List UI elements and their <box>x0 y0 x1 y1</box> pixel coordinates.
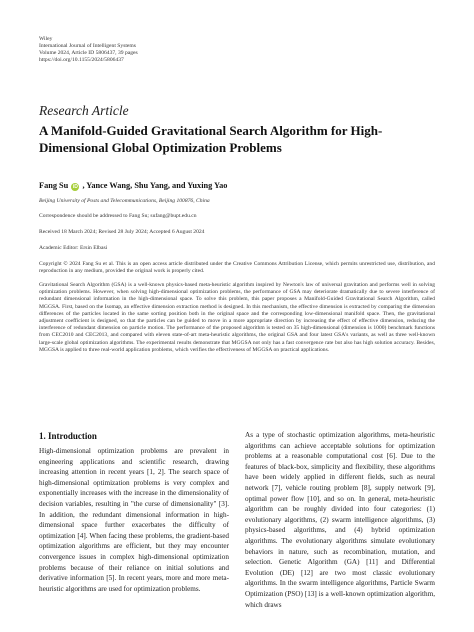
abstract: Gravitational Search Algorithm (GSA) is a well-known physics-based meta-heuristic algorithm inspired by Newton's law of universal gravitation and performs well in solving optimization problems. However, when solving high-dimensional optimization problems, the performance of GSA may deteriorate dramatically due to severe interference of redundant dimensional information in the high-dimensional space. To solve this problem, this paper proposes a Manifold-Guided Gravitational Search Algorithm, called MGGSA. First, based on the Isomap, an effective dimension extraction method is designed. In this mechanism, the effective dimension is extracted by comparing the dimension differences of the particles located in the same sorting position both in the original space and the corresponding low-dimensional manifold space. Then, the gravitational adjustment coefficient is designed, so that the particles can be guided to move in a more appropriate direction by increasing the effect of effective dimension, reducing the interference of redundant dimension on particle motion. The performance of the proposed algorithm is tested on 35 high-dimensional (dimension is 1000) benchmark functions from CEC2010 and CEC2013, and compared with eleven state-of-art meta-heuristic algorithms, the original GSA and four latest GSA's variants, as well as three well-known large-scale global optimization algorithms. The experimental results demonstrate that MGGSA not only has a fast convergence rate but also has high solution accuracy. Besides, MGGSA is applied to three real-world application problems, which verifies the effectiveness of MGGSA on practical applications. <box>39 282 435 353</box>
journal-header <box>39 36 138 64</box>
copyright-notice: Copyright © 2024 Fang Su et al. This is an open access article distributed under the Creative Commons Attribution License, which permits unrestricted use, distribution, and reproduction in any medium, provided the original work is properly cited. <box>39 261 435 274</box>
body-column-right <box>245 430 435 610</box>
author-list <box>39 181 227 191</box>
correspondence: Correspondence should be addressed to Fang Su; sufang@bupt.edu.cn <box>39 213 197 219</box>
first-author: Fang Su <box>39 181 69 190</box>
other-authors: , Yance Wang, Shu Yang, and Yuxing Yao <box>82 181 228 190</box>
article-type: Research Article <box>39 103 129 118</box>
section-heading: 1. Introduction <box>39 431 97 441</box>
body-column-left <box>39 446 229 594</box>
orcid-icon[interactable]: iD <box>72 184 78 190</box>
volume-line: Volume 2024, Article ID 5806437, 39 pages <box>39 50 138 56</box>
paragraph: As a type of stochastic optimization algorithms, meta-heuristic algorithms can achieve acceptable solutions for optimization problems at a reasonable computational cost [6]. Due to the features of black-box, simplicity and flexibility, these algorithms have been widely applied in different fields, such as neural network [7], vehicle routing problem [8], supply network [9], optimal power flow [10], and so on. In general, meta-heuristic algorithm can be roughly divided into four categories: (1) evolutionary algorithms, (2) swarm intelligence algorithms, (3) physics-based algorithms, and (4) hybrid optimization algorithms. The evolutionary algorithms simulate evolutionary behaviors in nature, such as recombination, mutation, and selection. Genetic Algorithm (GA) [11] and Differential Evolution (DE) [12] are two most classic evolutionary algorithms. In the swarm intelligence algorithms, Particle Swarm Optimization (PSO) [13] is a well-known optimization algorithm, which draws <box>245 431 435 609</box>
doi-link[interactable]: https://doi.org/10.1155/2024/5806437 <box>39 57 124 63</box>
publisher: Wiley <box>39 36 53 42</box>
affiliation: Beijing University of Posts and Telecommunications, Beijing 100876, China <box>39 198 210 204</box>
paragraph: High-dimensional optimization problems are prevalent in engineering applications and scientific research, drawing increasing attention in recent years [1, 2]. The search space of high-dimensional optimization problems is very complex and exponentially increases with the increase in the dimensionality of decision variables, resulting in "the curse of dimensionality" [3]. In addition, the redundant dimensional information in high-dimensional space further exacerbates the difficulty of optimization [4]. When facing these problems, the gradient-based optimization algorithms are efficient, but they may encounter convergence issues in complex high-dimensional optimization problems because of their reliance on initial solutions and derivative information [5]. In recent years, more and more meta-heuristic algorithms are used for optimization problems. <box>39 447 229 593</box>
academic-editor: Academic Editor: Ersin Elbasi <box>39 245 108 251</box>
paper-title: A Manifold-Guided Gravitational Search Algorithm for High-Dimensional Global Optimization Problems <box>39 123 383 155</box>
journal-name: International Journal of Intelligent Systems <box>39 43 136 49</box>
dates-line: Received 18 March 2024; Revised 28 July 2024; Accepted 6 August 2024 <box>39 229 205 235</box>
